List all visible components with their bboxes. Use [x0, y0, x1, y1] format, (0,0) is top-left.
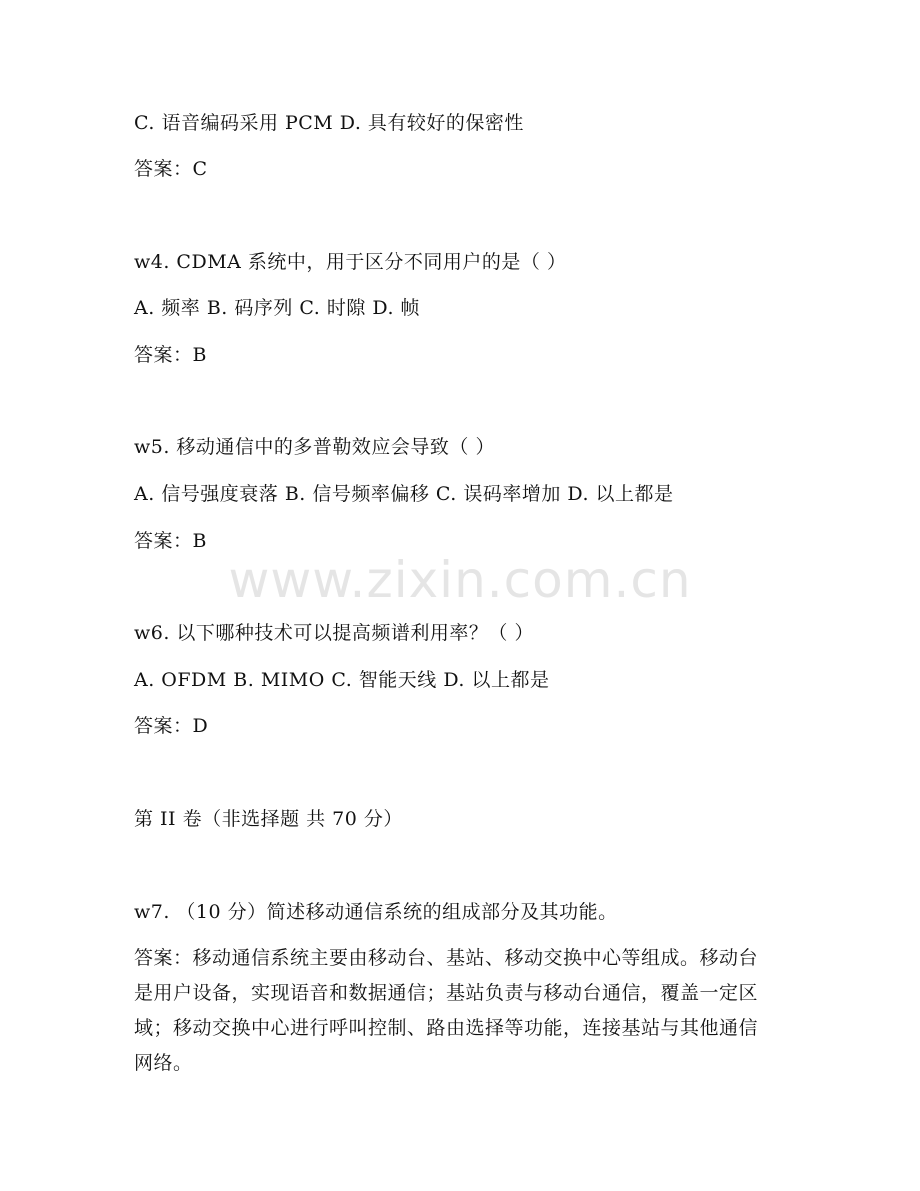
q4-question: w4. CDMA 系统中，用于区分不同用户的是（ ） — [134, 251, 567, 273]
q6-answer: 答案：D — [134, 715, 209, 737]
q3-answer: 答案：C — [134, 158, 208, 180]
q7-question: w7. （10 分）简述移动通信系统的组成部分及其功能。 — [134, 901, 618, 923]
q6-options: A. OFDM B. MIMO C. 智能天线 D. 以上都是 — [134, 669, 550, 691]
q5-question: w5. 移动通信中的多普勒效应会导致（ ） — [134, 436, 495, 458]
q5-answer: 答案：B — [134, 530, 207, 552]
q4-answer: 答案：B — [134, 344, 207, 366]
q7-answer: 答案：移动通信系统主要由移动台、基站、移动交换中心等组成。移动台是用户设备，实现语音和数据通信；基站负责与移动台通信，覆盖一定区域；移动交换中心进行呼叫控制、路由选择等功能，连接基站与其他通信网络。 — [134, 947, 759, 1074]
q3-options-cd: C. 语音编码采用 PCM D. 具有较好的保密性 — [134, 112, 524, 134]
q5-options: A. 信号强度衰落 B. 信号频率偏移 C. 误码率增加 D. 以上都是 — [134, 483, 674, 505]
q6-question: w6. 以下哪种技术可以提高频谱利用率？（ ） — [134, 622, 534, 644]
q4-options: A. 频率 B. 码序列 C. 时隙 D. 帧 — [134, 297, 421, 319]
section-title: 第 II 卷（非选择题 共 70 分） — [134, 808, 403, 830]
watermark: www.zixin.com.cn — [228, 551, 692, 609]
